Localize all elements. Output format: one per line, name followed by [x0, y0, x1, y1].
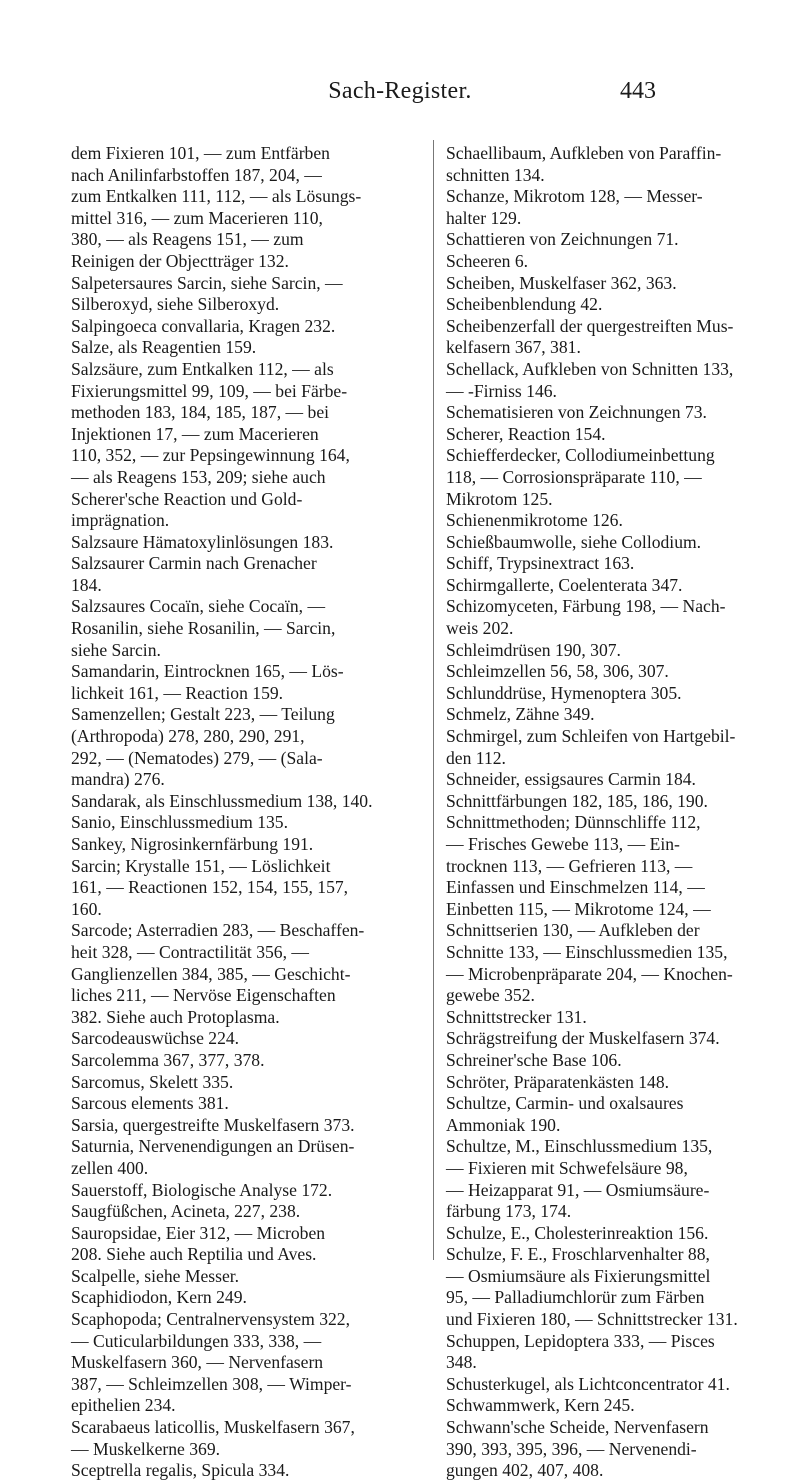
register-line: Sarcous elements 381.: [71, 1093, 229, 1114]
register-line: Muskelfasern 360, — Nervenfasern: [71, 1352, 324, 1373]
right-column: [446, 143, 790, 1482]
register-line: Schultze, M., Einschlussmedium 135,: [446, 1136, 713, 1157]
register-line: Scheeren 6.: [446, 250, 529, 271]
register-line: halter 129.: [446, 207, 522, 228]
page-title: Sach-Register.: [328, 78, 472, 104]
register-line: Salzsaurer Carmin nach Grenacher: [71, 553, 317, 574]
register-line: Sarcomus, Skelett 335.: [71, 1071, 234, 1092]
register-line: 95, — Palladiumchlorür zum Färben: [446, 1287, 705, 1308]
register-line: trocknen 113, — Gefrieren 113, —: [446, 855, 693, 876]
register-line: Schattieren von Zeichnungen 71.: [446, 229, 679, 250]
register-line: 390, 393, 395, 396, — Nervenendi-: [446, 1438, 697, 1459]
register-line: Sarcin; Krystalle 151, — Löslichkeit: [71, 855, 331, 876]
register-line: Schuppen, Lepidoptera 333, — Pisces: [446, 1330, 715, 1351]
register-line: Schwann'sche Scheide, Nervenfasern: [446, 1417, 709, 1438]
register-line: Schrägstreifung der Muskelfasern 374.: [446, 1028, 720, 1049]
register-line: Ammoniak 190.: [446, 1114, 561, 1135]
register-line: Ganglienzellen 384, 385, — Geschicht-: [71, 963, 351, 984]
register-line: 208. Siehe auch Reptilia und Aves.: [71, 1244, 317, 1265]
register-line: — als Reagens 153, 209; siehe auch: [71, 466, 326, 487]
register-line: zellen 400.: [71, 1157, 149, 1178]
register-line: mandra) 276.: [71, 769, 165, 790]
left-column: [71, 143, 415, 1482]
register-line: Schleimdrüsen 190, 307.: [446, 639, 621, 660]
register-line: zum Entkalken 111, 112, — als Lösungs-: [71, 186, 362, 207]
register-line: Sauerstoff, Biologische Analyse 172.: [71, 1179, 333, 1200]
register-line: Scheibenblendung 42.: [446, 294, 603, 315]
register-line: — Fixieren mit Schwefelsäure 98,: [446, 1157, 688, 1178]
register-line: lichkeit 161, — Reaction 159.: [71, 682, 284, 703]
register-line: mittel 316, — zum Macerieren 110,: [71, 207, 323, 228]
register-line: Schlunddrüse, Hymenoptera 305.: [446, 682, 682, 703]
register-line: Schanze, Mikrotom 128, — Messer-: [446, 186, 703, 207]
register-line: Schneider, essigsaures Carmin 184.: [446, 769, 696, 790]
register-line: 184.: [71, 574, 102, 595]
register-line: Salzsäure, zum Entkalken 112, — als: [71, 358, 334, 379]
register-line: gewebe 352.: [446, 985, 535, 1006]
register-line: — Frisches Gewebe 113, — Ein-: [446, 834, 680, 854]
register-line: 348.: [446, 1352, 477, 1373]
register-line: — -Firniss 146.: [446, 380, 557, 401]
register-line: Schiefferdecker, Collodiumeinbettung: [446, 445, 715, 466]
register-line: epithelien 234.: [71, 1395, 176, 1416]
register-line: Salze, als Reagentien 159.: [71, 337, 257, 358]
register-line: 118, — Corrosionspräparate 110, —: [446, 466, 702, 487]
register-line: Schiff, Trypsinextract 163.: [446, 553, 635, 574]
register-line: siehe Sarcin.: [71, 639, 161, 660]
register-line: Reinigen der Objectträger 132.: [71, 250, 289, 271]
register-line: Salzsaures Cocaïn, siehe Cocaïn, —: [71, 596, 326, 617]
register-line: imprägnation.: [71, 510, 170, 531]
register-line: nach Anilinfarbstoffen 187, 204, —: [71, 164, 322, 185]
register-line: Sarsia, quergestreifte Muskelfasern 373.: [71, 1114, 355, 1135]
register-line: — Microbenpräparate 204, — Knochen-: [446, 963, 733, 984]
register-line: Einfassen und Einschmelzen 114, —: [446, 877, 705, 898]
register-line: schnitten 134.: [446, 164, 545, 185]
register-line: Mikrotom 125.: [446, 488, 553, 509]
register-line: (Arthropoda) 278, 280, 290, 291,: [71, 726, 305, 747]
register-line: — Osmiumsäure als Fixierungsmittel: [446, 1265, 711, 1286]
register-line: Schmelz, Zähne 349.: [446, 704, 595, 725]
register-line: Sceptrella regalis, Spicula 334.: [71, 1460, 290, 1481]
register-line: Fixierungsmittel 99, 109, — bei Färbe-: [71, 380, 348, 401]
register-line: Schusterkugel, als Lichtconcentrator 41.: [446, 1373, 730, 1394]
register-line: Schirmgallerte, Coelenterata 347.: [446, 574, 683, 595]
register-line: Scheibenzerfall der quergestreiften Mus-: [446, 315, 734, 336]
register-line: Schematisieren von Zeichnungen 73.: [446, 402, 707, 423]
register-line: Samandarin, Eintrocknen 165, — Lös-: [71, 661, 344, 682]
register-line: Scheiben, Muskelfaser 362, 363.: [446, 272, 677, 293]
register-line: Scarabaeus laticollis, Muskelfasern 367,: [71, 1417, 355, 1438]
register-line: den 112.: [446, 747, 506, 768]
register-line: methoden 183, 184, 185, 187, — bei: [71, 402, 330, 423]
register-line: und Fixieren 180, — Schnittstrecker 131.: [446, 1309, 738, 1330]
register-line: Schießbaumwolle, siehe Collodium.: [446, 531, 702, 552]
register-line: gungen 402, 407, 408.: [446, 1460, 604, 1481]
register-line: Rosanilin, siehe Rosanilin, — Sarcin,: [71, 618, 336, 639]
register-line: 380, — als Reagens 151, — zum: [71, 229, 304, 250]
register-line: Schleimzellen 56, 58, 306, 307.: [446, 661, 669, 682]
register-line: — Muskelkerne 369.: [71, 1438, 221, 1459]
register-line: Sandarak, als Einschlussmedium 138, 140.: [71, 790, 373, 811]
register-line: Sanio, Einschlussmedium 135.: [71, 812, 288, 833]
register-line: Sankey, Nigrosinkernfärbung 191.: [71, 834, 314, 854]
register-line: — Cuticularbildungen 333, 338, —: [71, 1330, 322, 1351]
register-line: Silberoxyd, siehe Silberoxyd.: [71, 294, 280, 315]
register-line: Scaphopoda; Centralnervensystem 322,: [71, 1309, 350, 1330]
register-line: dem Fixieren 101, — zum Entfärben: [71, 143, 330, 163]
register-line: Saugfüßchen, Acineta, 227, 238.: [71, 1201, 301, 1222]
register-line: Scalpelle, siehe Messer.: [71, 1265, 240, 1286]
page-header: [0, 72, 800, 112]
register-line: Salzsaure Hämatoxylinlösungen 183.: [71, 531, 334, 552]
register-line: 160.: [71, 898, 102, 919]
register-line: 161, — Reactionen 152, 154, 155, 157,: [71, 877, 349, 898]
register-line: Sauropsidae, Eier 312, — Microben: [71, 1222, 326, 1243]
register-line: 382. Siehe auch Protoplasma.: [71, 1006, 280, 1027]
register-line: — Heizapparat 91, — Osmiumsäure-: [446, 1179, 710, 1200]
register-line: färbung 173, 174.: [446, 1201, 572, 1222]
register-line: Sarcolemma 367, 377, 378.: [71, 1049, 265, 1070]
column-divider: [433, 140, 434, 1260]
register-line: Scherer, Reaction 154.: [446, 423, 606, 444]
register-line: 387, — Schleimzellen 308, — Wimper-: [71, 1373, 352, 1394]
register-line: Schizomyceten, Färbung 198, — Nach-: [446, 596, 726, 617]
register-line: 292, — (Nematodes) 279, — (Sala-: [71, 747, 323, 768]
register-line: liches 211, — Nervöse Eigenschaften: [71, 985, 336, 1006]
register-line: Schienenmikrotome 126.: [446, 510, 623, 531]
register-line: 110, 352, — zur Pepsingewinnung 164,: [71, 445, 350, 466]
register-line: Scherer'sche Reaction und Gold-: [71, 488, 303, 509]
register-line: Salpetersaures Sarcin, siehe Sarcin, —: [71, 272, 343, 293]
register-line: Schultze, Carmin- und oxalsaures: [446, 1093, 684, 1114]
register-line: Sarcode; Asterradien 283, — Beschaffen-: [71, 920, 365, 941]
register-line: Schaellibaum, Aufkleben von Paraffin-: [446, 143, 722, 163]
register-line: heit 328, — Contractilität 356, —: [71, 941, 309, 962]
register-line: kelfasern 367, 381.: [446, 337, 581, 358]
register-line: Sarcodeauswüchse 224.: [71, 1028, 240, 1049]
register-line: Samenzellen; Gestalt 223, — Teilung: [71, 704, 335, 725]
register-line: Schellack, Aufkleben von Schnitten 133,: [446, 358, 734, 379]
register-line: Scaphidiodon, Kern 249.: [71, 1287, 247, 1308]
register-line: Schröter, Präparatenkästen 148.: [446, 1071, 670, 1092]
register-line: Schmirgel, zum Schleifen von Hartgebil-: [446, 726, 736, 747]
register-line: weis 202.: [446, 618, 514, 639]
register-line: Schnittmethoden; Dünnschliffe 112,: [446, 812, 701, 833]
page-number: 443: [620, 78, 656, 104]
register-line: Schulze, F. E., Froschlarvenhalter 88,: [446, 1244, 710, 1265]
register-line: Schnittstrecker 131.: [446, 1006, 587, 1027]
register-line: Einbetten 115, — Mikrotome 124, —: [446, 898, 711, 919]
register-line: Schreiner'sche Base 106.: [446, 1049, 622, 1070]
register-line: Schnittserien 130, — Aufkleben der: [446, 920, 700, 941]
register-line: Schnittfärbungen 182, 185, 186, 190.: [446, 790, 708, 811]
register-line: Schwammwerk, Kern 245.: [446, 1395, 635, 1416]
register-line: Schnitte 133, — Einschlussmedien 135,: [446, 941, 728, 962]
register-line: Salpingoeca convallaria, Kragen 232.: [71, 315, 336, 336]
register-line: Schulze, E., Cholesterinreaktion 156.: [446, 1222, 709, 1243]
register-line: Saturnia, Nervenendigungen an Drüsen-: [71, 1136, 355, 1157]
register-line: Injektionen 17, — zum Macerieren: [71, 423, 319, 444]
